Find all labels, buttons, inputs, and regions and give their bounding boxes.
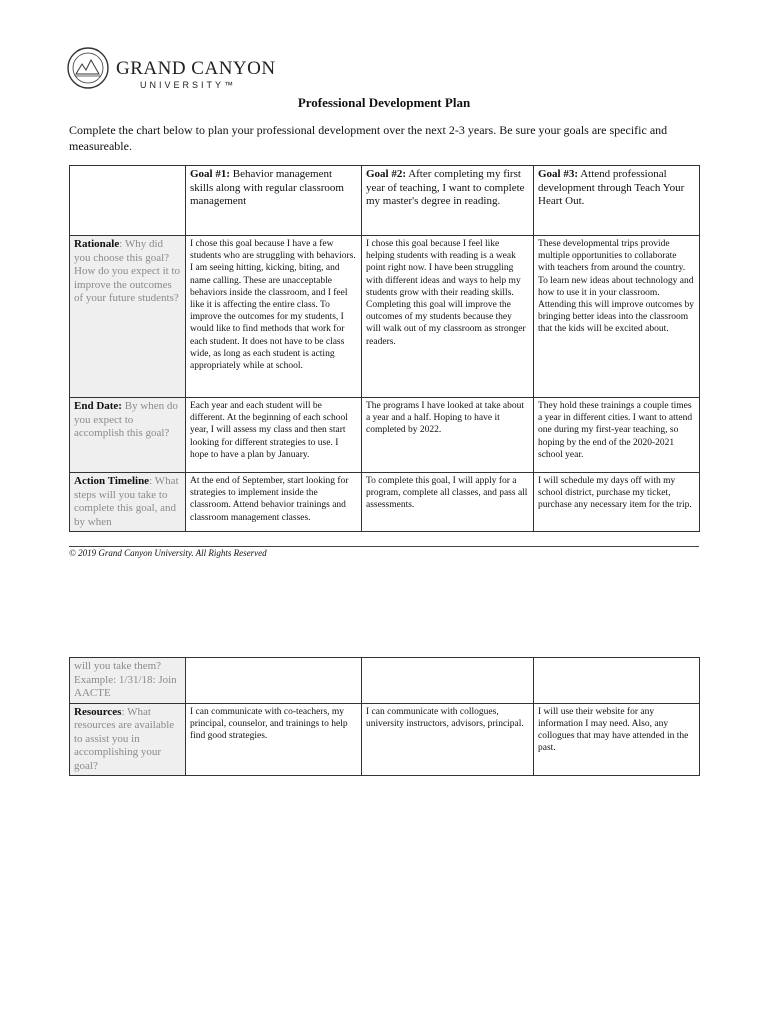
end-date-label-cell xyxy=(70,398,186,473)
action-timeline-label-cell xyxy=(70,473,186,532)
empty-cell xyxy=(186,658,362,704)
goal-1-header xyxy=(186,166,362,236)
brand-name: GRAND CANYON xyxy=(116,58,276,79)
rationale-row xyxy=(70,236,700,398)
intro-text: Complete the chart below to plan your professional development over the next 2-3 years. Be sure your goals are specific and measureable. xyxy=(69,123,668,153)
action-timeline-prompt-continued: will you take them? Example: 1/31/18: Join AACTE xyxy=(70,658,186,704)
footer-divider xyxy=(69,546,699,547)
resources-label-cell xyxy=(70,703,186,776)
rationale-goal-1: I chose this goal because I have a few students who are struggling with behaviors. I am seeing hitting, kicking, biting, and name calling. These are unacceptable behaviors inside the classroom, and I feel like it is affecting the entire class. To improve the outcomes for my students, I would like to find methods that work for each student. It does not have to be class wide, as long as each student is acting appropriately while at school. xyxy=(186,236,362,398)
action-timeline-goal-2: To complete this goal, I will apply for a program, complete all classes, and pass all assessments. xyxy=(362,473,534,532)
goal-3-label: Goal #3: xyxy=(538,168,579,180)
end-date-label: End Date: xyxy=(74,400,122,412)
end-date-row xyxy=(70,398,700,473)
rationale-label: Rationale xyxy=(74,238,120,250)
resources-label: Resources xyxy=(74,705,122,718)
action-timeline-label: Action Timeline xyxy=(74,475,150,487)
brand-subtitle: UNIVERSITY™ xyxy=(140,80,237,90)
plan-table-page-1 xyxy=(69,165,700,532)
action-timeline-prompt: : What steps will you take to complete this goal, and by when xyxy=(74,475,179,528)
rationale-goal-2: I chose this goal because I feel like helping students with reading is a weak point right now. I have been struggling with different ideas and ways to help my students grow with their reading skills. Completing this goal will improve the outcomes of my students because they will walk out of my classroom as stronger readers. xyxy=(362,236,534,398)
rationale-goal-3: These developmental trips provide multiple opportunities to collaborate with teachers from around the country. To learn new ideas about technology and how to use it in your classroom. Attending this will improve outcomes by bringing better ideas into the classroom that the kids will be excited about. xyxy=(534,236,700,398)
copyright-notice: © 2019 Grand Canyon University. All Rights Reserved xyxy=(69,548,267,558)
goal-2-header xyxy=(362,166,534,236)
action-timeline-row xyxy=(70,473,700,532)
goal-2-text: After completing my first year of teaching, I want to complete my master's degree in reading. xyxy=(366,168,525,207)
rationale-prompt: : Why did you choose this goal? How do you expect it to improve the outcomes of your future students? xyxy=(74,238,181,304)
resources-goal-1: I can communicate with co-teachers, my principal, counselor, and trainings to help find good strategies. xyxy=(186,703,362,776)
resources-row xyxy=(70,703,700,776)
end-date-goal-2: The programs I have looked at take about a year and a half. Hoping to have it completed by 2022. xyxy=(362,398,534,473)
end-date-goal-3: They hold these trainings a couple times a year in different cities. I want to attend one during my first-year teaching, so hoping by the end of the 2020-2021 school year. xyxy=(534,398,700,473)
goal-3-text: Attend professional development through Teach Your Heart Out. xyxy=(538,168,685,207)
document-title: Professional Development Plan xyxy=(297,95,471,110)
empty-cell xyxy=(362,658,534,704)
university-logo xyxy=(66,46,276,100)
action-timeline-goal-3: I will schedule my days off with my school district, purchase my ticket, purchase any necessary item for the trip. xyxy=(534,473,700,532)
resources-goal-3: I will use their website for any information I may need. Also, any collogues that may have attended in the past. xyxy=(534,703,700,776)
empty-cell xyxy=(534,658,700,704)
empty-corner-cell xyxy=(70,166,186,236)
rationale-label-cell xyxy=(70,236,186,398)
action-timeline-goal-1: At the end of September, start looking for strategies to implement inside the classroom. Attend behavior trainings and classroom management classes. xyxy=(186,473,362,532)
action-timeline-continued-row xyxy=(70,658,700,704)
goal-1-text: Behavior management skills along with regular classroom management xyxy=(190,168,344,207)
end-date-goal-1: Each year and each student will be different. At the beginning of each school year, I will assess my class and then start looking for different strategies to use. I hope to have a plan by January. xyxy=(186,398,362,473)
goal-1-label: Goal #1: xyxy=(190,168,231,180)
resources-goal-2: I can communicate with collogues, university instructors, advisors, principal. xyxy=(362,703,534,776)
university-seal-icon xyxy=(66,46,110,90)
goal-2-label: Goal #2: xyxy=(366,168,407,180)
resources-prompt: : What resources are available to assist you in accomplishing your goal? xyxy=(74,705,175,772)
end-date-prompt: By when do you expect to accomplish this goal? xyxy=(74,400,178,439)
goal-3-header xyxy=(534,166,700,236)
plan-table-page-2 xyxy=(69,657,700,776)
goals-header-row xyxy=(70,166,700,236)
